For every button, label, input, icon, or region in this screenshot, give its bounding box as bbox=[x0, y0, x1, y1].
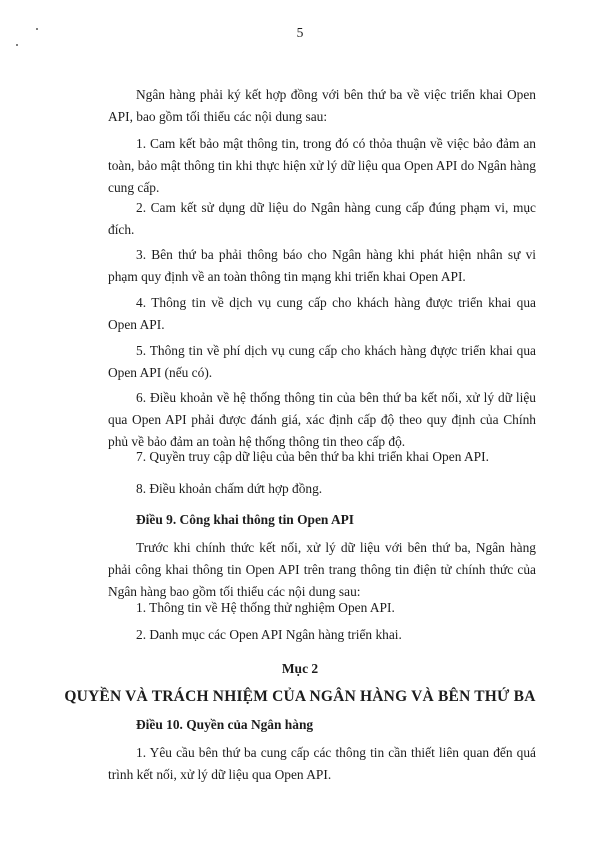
contract-item-1: 1. Cam kết bảo mật thông tin, trong đó có thỏa thuận về việc bảo đảm an toàn, bảo mật thông tin khi thực hiện xử lý dữ liệu qua Open API do Ngân hàng cung cấp. bbox=[108, 136, 536, 195]
article-9-item-2: 2. Danh mục các Open API Ngân hàng triển khai. bbox=[136, 627, 402, 642]
article-9-intro: Trước khi chính thức kết nối, xử lý dữ liệu với bên thứ ba, Ngân hàng phải công khai thông tin Open API trên trang thông tin điện tử chính thức của Ngân hàng bao gồm tối thiểu các nội dung sau: bbox=[108, 540, 536, 599]
page-number: 5 bbox=[296, 25, 304, 40]
contract-item-4: 4. Thông tin về dịch vụ cung cấp cho khách hàng được triển khai qua Open API. bbox=[108, 295, 536, 332]
contract-item-5: 5. Thông tin về phí dịch vụ cung cấp cho khách hàng được triển khai qua Open API (nếu có). bbox=[108, 343, 536, 380]
article-10-heading: Điều 10. Quyền của Ngân hàng bbox=[136, 717, 314, 732]
contract-item-7: 7. Quyền truy cập dữ liệu của bên thứ ba khi triển khai Open API. bbox=[136, 449, 489, 464]
contract-item-3: 3. Bên thứ ba phải thông báo cho Ngân hàng khi phát hiện nhân sự vi phạm quy định về an toàn thông tin mạng khi triển khai Open API. bbox=[108, 247, 536, 284]
section-label: Mục 2 bbox=[281, 661, 319, 676]
article-10-item-1: 1. Yêu cầu bên thứ ba cung cấp các thông tin cần thiết liên quan đến quá trình kết nối, xử lý dữ liệu qua Open API. bbox=[108, 745, 536, 782]
contract-item-6: 6. Điều khoản về hệ thống thông tin của bên thứ ba kết nối, xử lý dữ liệu qua Open API phải được đánh giá, xác định cấp độ theo quy định của Chính phủ về bảo đảm an toàn hệ thống thông tin theo cấp độ. bbox=[108, 390, 536, 449]
contract-item-8: 8. Điều khoản chấm dứt hợp đồng. bbox=[136, 481, 323, 496]
article-9-heading: Điều 9. Công khai thông tin Open API bbox=[136, 512, 355, 527]
intro-paragraph: Ngân hàng phải ký kết hợp đồng với bên thứ ba về việc triển khai Open API, bao gồm tối thiểu các nội dung sau: bbox=[108, 87, 536, 124]
article-9-item-1: 1. Thông tin về Hệ thống thử nghiệm Open API. bbox=[136, 600, 395, 615]
section-title: QUYỀN VÀ TRÁCH NHIỆM CỦA NGÂN HÀNG VÀ BÊN THỨ BA bbox=[64, 688, 536, 705]
contract-item-2: 2. Cam kết sử dụng dữ liệu do Ngân hàng cung cấp đúng phạm vi, mục đích. bbox=[108, 200, 536, 237]
scan-speck bbox=[16, 44, 18, 46]
